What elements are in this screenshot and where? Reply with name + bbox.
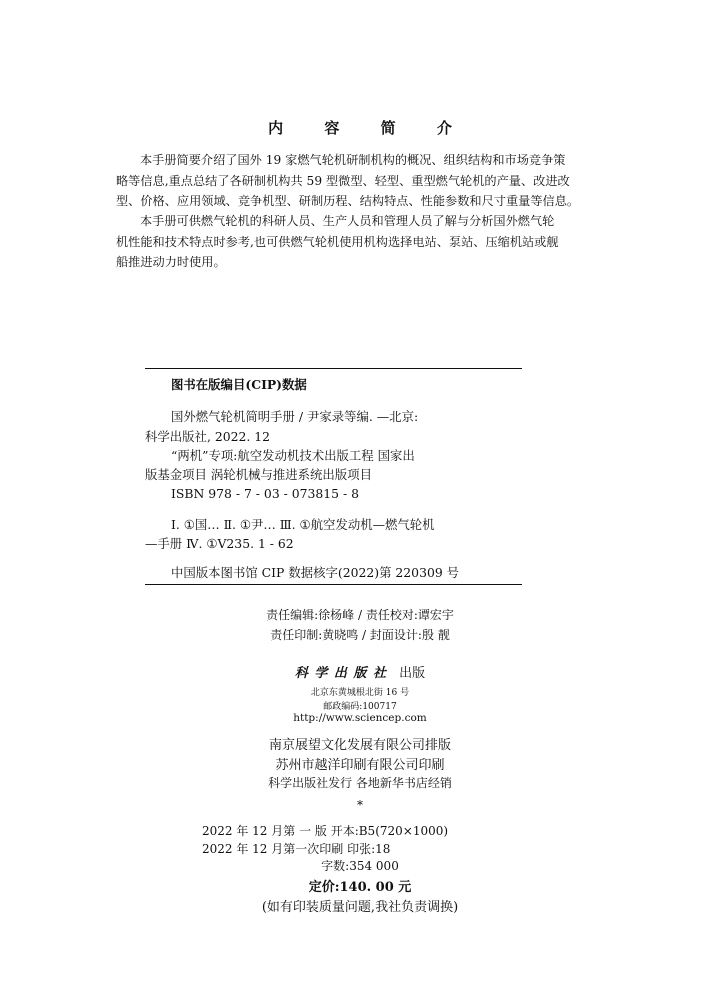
publisher-postcode: 邮政编码:100717 xyxy=(323,702,397,712)
print-info: 苏州市越洋印刷有限公司印刷 xyxy=(275,758,445,773)
intro-paragraph-2 xyxy=(116,211,606,273)
page-title: 内 容 简 介 xyxy=(268,119,470,137)
cip-line-4: 版基金项目 涡轮机械与推进系统出版项目 xyxy=(145,467,372,482)
edition-line-2: 2022 年 12 月第一次印刷 印张:18 xyxy=(202,842,391,856)
publisher-line xyxy=(0,662,720,681)
credits-line-1: 责任编辑:徐杨峰 / 责任校对:谭宏宇 xyxy=(266,608,454,622)
cip-heading: 图书在版编目(CIP)数据 xyxy=(171,377,307,392)
cip-classification-1: Ⅰ. ①国… Ⅱ. ①尹… Ⅲ. ①航空发动机—燃气轮机 xyxy=(171,517,435,532)
cip-line-1: 国外燃气轮机简明手册 / 尹家录等编. —北京: xyxy=(171,409,419,424)
publisher-suffix: 出版 xyxy=(399,666,426,681)
cip-classification-2: —手册 Ⅳ. ①V235. 1 - 62 xyxy=(145,536,294,551)
intro-p2-line-1: 本手册可供燃气轮机的科研人员、生产人员和管理人员了解与分析国外燃气轮 xyxy=(140,214,555,228)
intro-p1-line-3: 型、价格、应用领域、竞争机型、研制历程、结构特点、性能参数和尺寸重量等信息。 xyxy=(116,194,580,208)
cip-isbn: ISBN 978 - 7 - 03 - 073815 - 8 xyxy=(171,486,360,501)
intro-p1-line-1: 本手册简要介绍了国外 19 家燃气轮机研制机构的概况、组织结构和市场竞争策 xyxy=(140,153,566,167)
credits-line-2: 责任印制:黄晓鸣 / 封面设计:殷 靓 xyxy=(270,628,450,642)
quality-notice: (如有印装质量问题,我社负责调换) xyxy=(261,900,459,915)
cip-record-number: 中国版本图书馆 CIP 数据核字(2022)第 220309 号 xyxy=(171,565,460,580)
cip-bottom-rule xyxy=(145,584,522,585)
typeset-info: 南京展望文化发展有限公司排版 xyxy=(268,738,451,753)
publisher-url: http://www.sciencep.com xyxy=(293,712,427,724)
cip-top-rule xyxy=(145,368,522,369)
cip-line-2: 科学出版社, 2022. 12 xyxy=(145,429,271,444)
intro-p2-line-2: 机性能和技术特点时参考,也可供燃气轮机使用机构选择电站、泵站、压缩机站或舰 xyxy=(116,234,559,249)
publisher-name: 科 学 出 版 社 xyxy=(294,666,387,681)
publisher-address: 北京东黄城根北街 16 号 xyxy=(310,688,410,698)
word-count: 字数:354 000 xyxy=(321,859,399,873)
price: 定价:140. 00 元 xyxy=(308,880,412,895)
intro-paragraph-1 xyxy=(116,150,606,212)
intro-p2-line-3: 船推进动力时使用。 xyxy=(116,255,226,269)
intro-p1-line-2: 略等信息,重点总结了各研制机构共 59 型微型、轻型、重型燃气轮机的产量、改进改 xyxy=(116,173,570,188)
cip-line-3: “两机”专项:航空发动机技术出版工程 国家出 xyxy=(171,448,415,463)
edition-line-1: 2022 年 12 月第 一 版 开本:B5(720×1000) xyxy=(202,824,449,838)
separator-star: * xyxy=(357,798,363,812)
distribution-info: 科学出版社发行 各地新华书店经销 xyxy=(268,776,452,790)
